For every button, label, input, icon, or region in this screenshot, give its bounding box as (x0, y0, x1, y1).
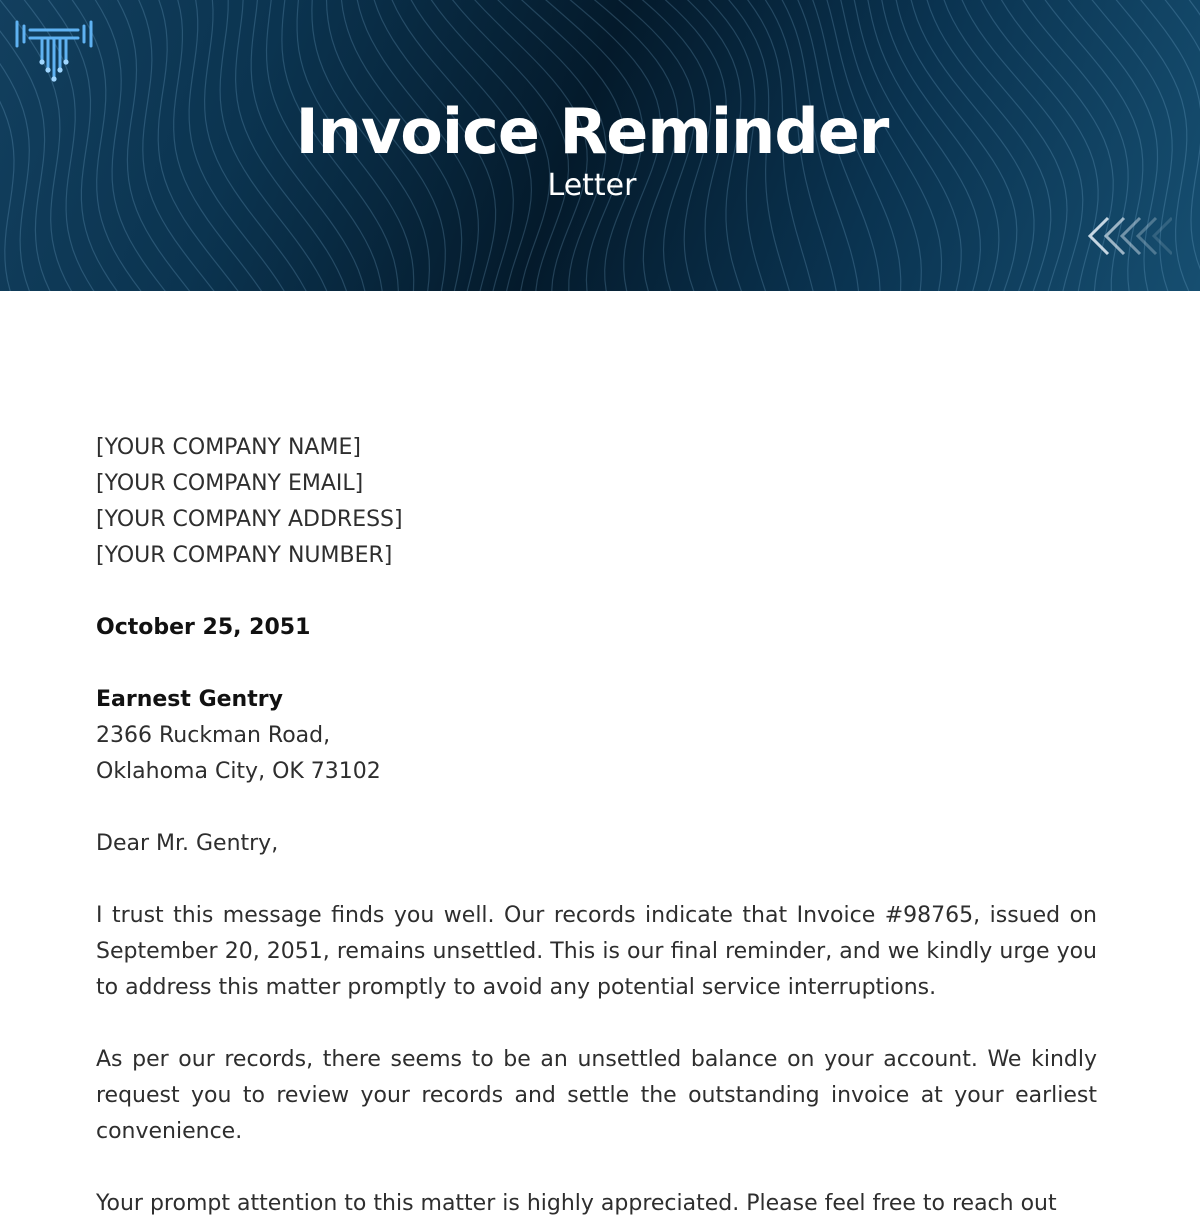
chevrons-left-icon (1086, 214, 1172, 258)
sender-address: [YOUR COMPANY ADDRESS] (96, 507, 403, 532)
paragraph-1: I trust this message finds you well. Our records indicate that Invoice #98765, issued on September 20, 2051, remains unsettled. This is our final reminder, and we kindly urge you to address this matter promptly to avoid any potential service interruptions. (96, 903, 1097, 1000)
salutation: Dear Mr. Gentry, (96, 831, 279, 856)
paragraph-3: Your prompt attention to this matter is highly appreciated. Please feel free to reach out (96, 1191, 1057, 1216)
wave-line (1182, 0, 1200, 291)
recipient-street: 2366 Ruckman Road, (96, 723, 331, 748)
recipient-city: Oklahoma City, OK 73102 (96, 759, 381, 784)
sender-name: [YOUR COMPANY NAME] (96, 435, 361, 460)
paragraph-2: As per our records, there seems to be an unsettled balance on your account. We kindly request you to review your records and settle the outstanding invoice at your earliest convenience. (96, 1047, 1097, 1144)
circuit-logo-icon (12, 16, 96, 84)
sender-number: [YOUR COMPANY NUMBER] (96, 543, 393, 568)
page-title: Invoice Reminder (295, 95, 889, 168)
letter-date: October 25, 2051 (96, 615, 311, 640)
recipient-name: Earnest Gentry (96, 687, 283, 712)
sender-email: [YOUR COMPANY EMAIL] (96, 471, 364, 496)
page-subtitle: Letter (547, 168, 637, 203)
header-banner (0, 0, 1200, 291)
letter-body (96, 430, 1097, 1222)
